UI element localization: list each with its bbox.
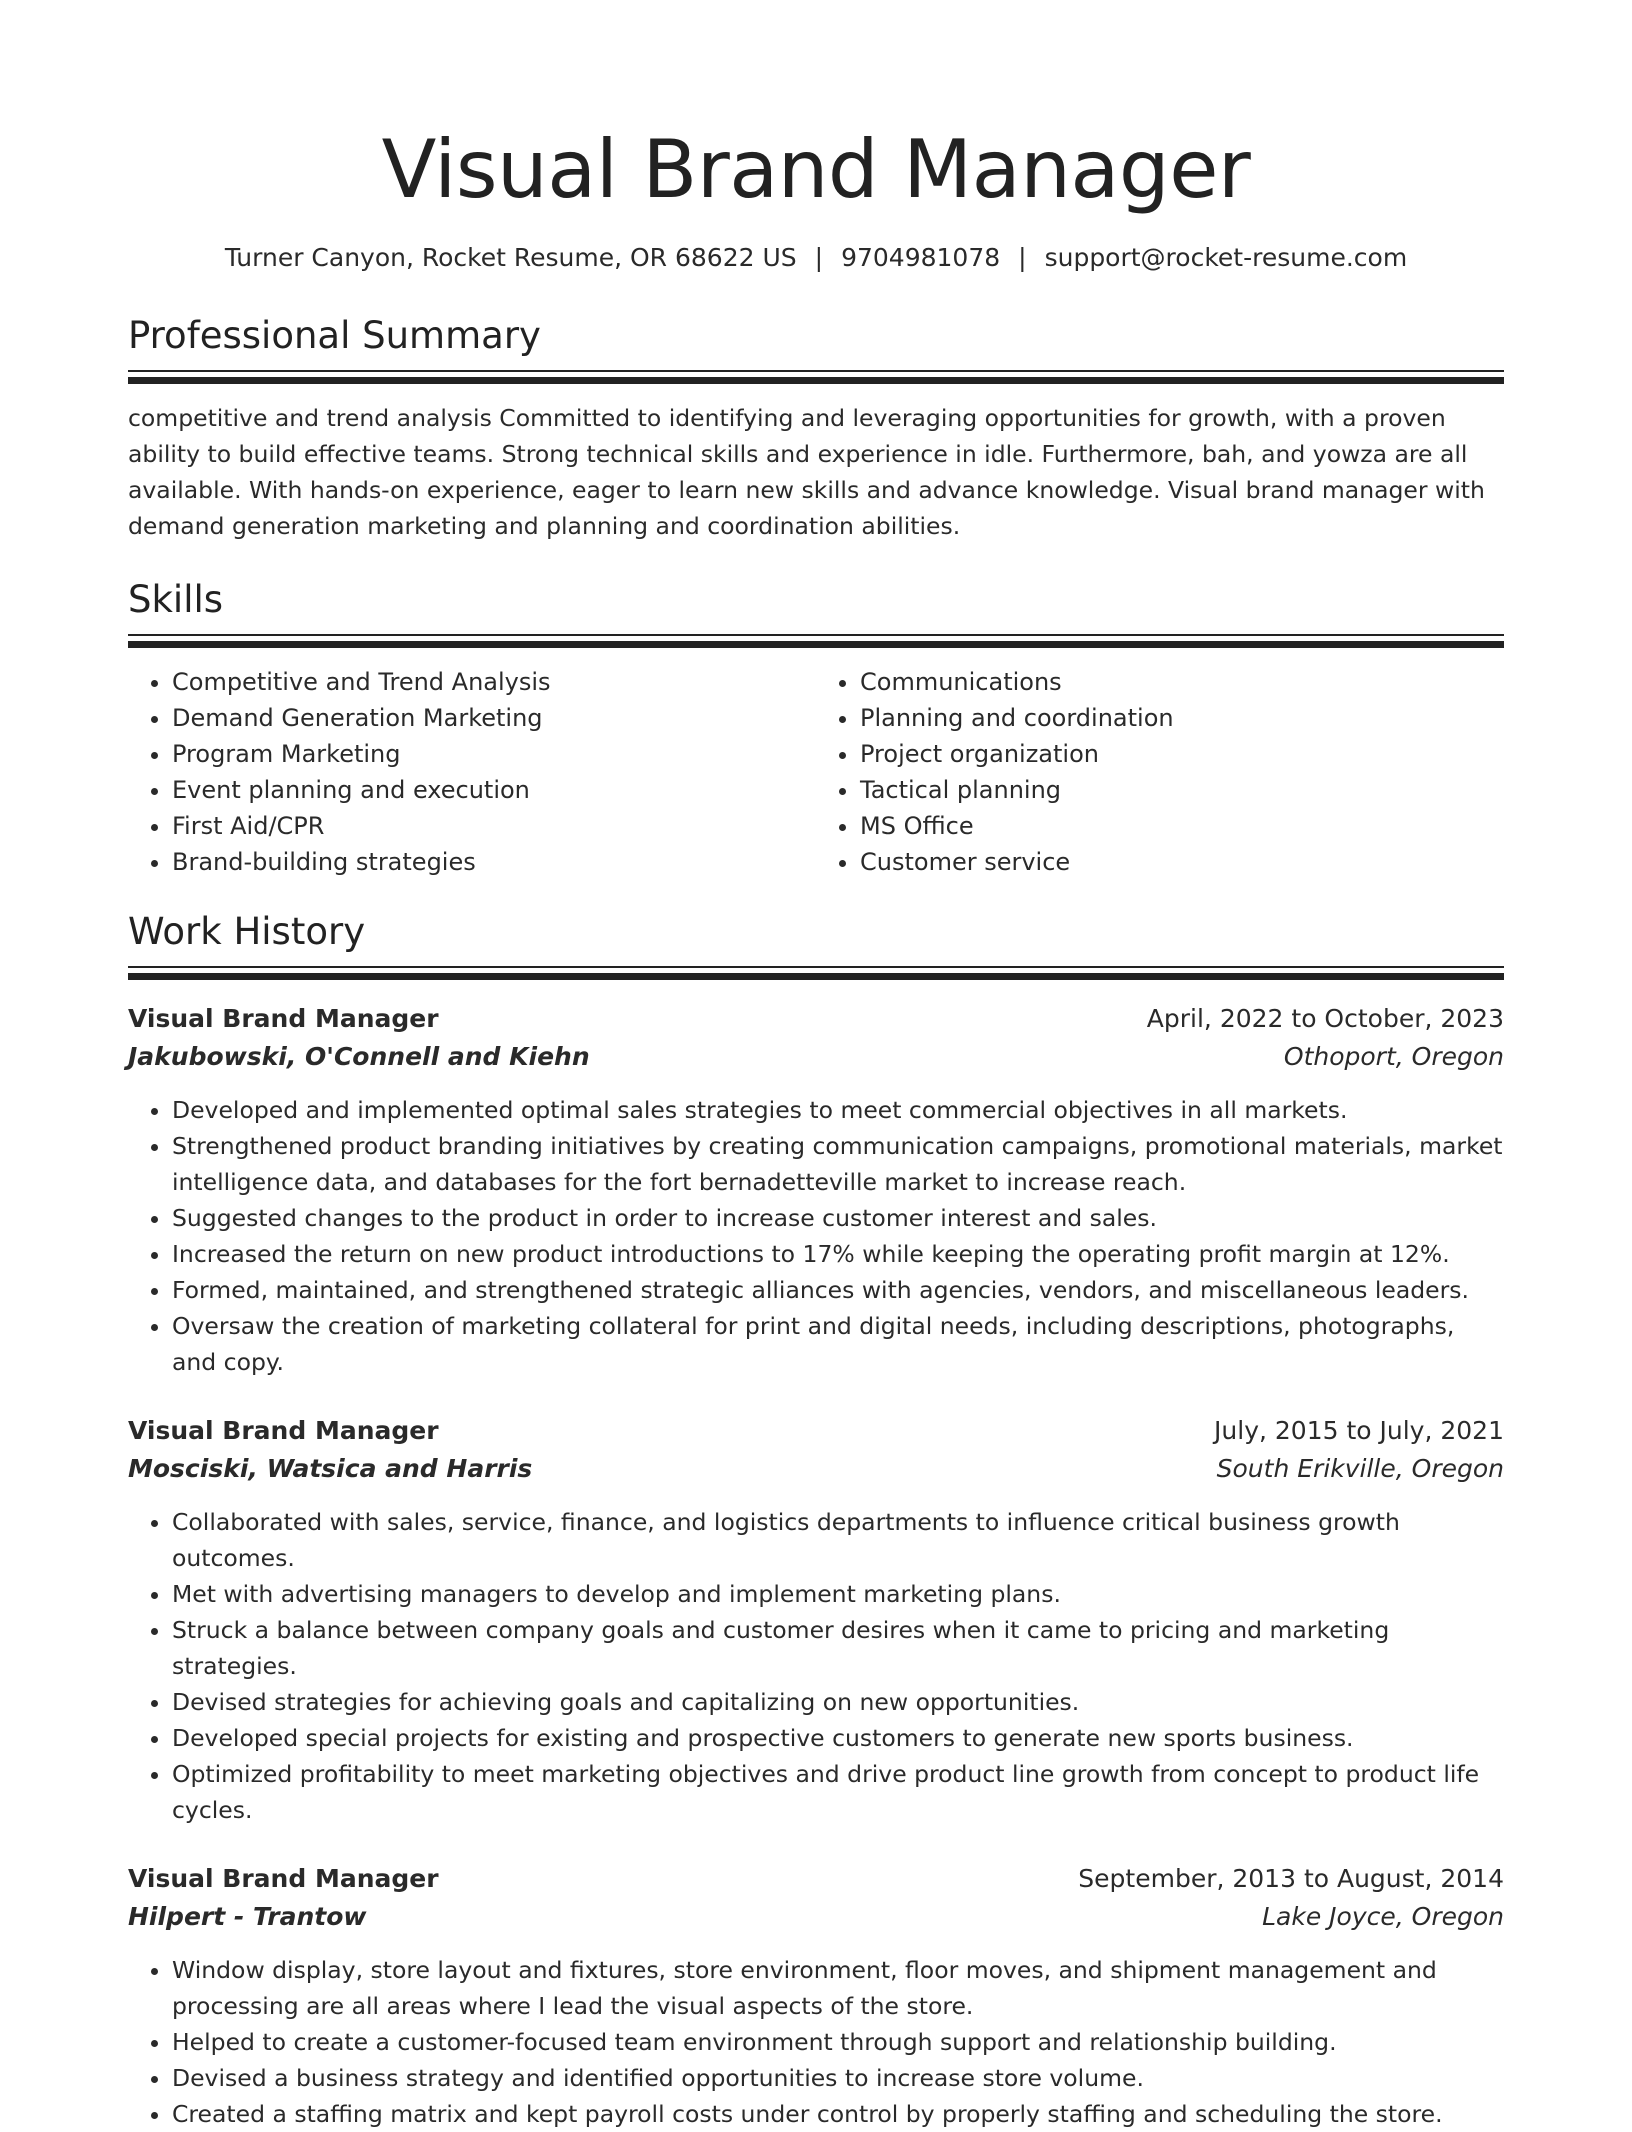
section-divider [128,370,1504,384]
skill-item: • Communications [860,664,1504,700]
job-bullet: • Oversaw the creation of marketing collateral for print and digital needs, including descriptions, photographs, and copy. [172,1308,1504,1380]
section-title-skills: Skills [128,578,224,621]
resume-title: Visual Brand Manager [381,123,1251,216]
work-history-section [128,910,1504,2132]
separator: | [814,243,824,272]
job-entry [128,1860,1504,2132]
skill-item: • Tactical planning [860,772,1504,808]
skill-item: • Customer service [860,844,1504,880]
summary-section [128,314,1504,544]
job-bullet: • Collaborated with sales, service, finance, and logistics departments to influence critical business growth outcomes. [172,1504,1504,1576]
skill-item: • Competitive and Trend Analysis [172,664,816,700]
job-bullets [128,1952,1504,2132]
skill-item: • Event planning and execution [172,772,816,808]
summary-text: competitive and trend analysis Committed to identifying and leveraging opportunities for growth, with a proven ability to build effective teams. Strong technical skills and experience in idle. Furthermore, bah, and yowza are all available. With hands-on experience, eager to learn new skills and advance knowledge. Visual brand manager with demand generation marketing and planning and coordination abilities. [128,404,1485,540]
skill-item: • Brand-building strategies [172,844,816,880]
job-bullet: • Window display, store layout and fixtures, store environment, floor moves, and shipment management and processing are all areas where I lead the visual aspects of the store. [172,1952,1504,2024]
email: support@rocket-resume.com [1044,243,1408,272]
job-dates: April, 2022 to October, 2023 [1146,1004,1504,1033]
skill-item: • Program Marketing [172,736,816,772]
job-company: Hilpert - Trantow [128,1902,367,1931]
job-bullets [128,1504,1504,1828]
job-bullet: • Helped to create a customer-focused team environment through support and relationship building. [172,2024,1504,2060]
job-bullet: • Formed, maintained, and strengthened strategic alliances with agencies, vendors, and miscellaneous leaders. [172,1272,1504,1308]
skill-item: • MS Office [860,808,1504,844]
job-bullet: • Optimized profitability to meet marketing objectives and drive product line growth from concept to product life cycles. [172,1756,1504,1828]
skills-list-left [128,664,816,880]
job-company: Mosciski, Watsica and Harris [128,1454,533,1483]
job-title: Visual Brand Manager [128,1004,439,1033]
job-dates: September, 2013 to August, 2014 [1078,1864,1504,1893]
skill-item: • Project organization [860,736,1504,772]
job-bullet: • Devised a business strategy and identified opportunities to increase store volume. [172,2060,1504,2096]
separator: | [1018,243,1027,272]
phone: 9704981078 [841,243,1001,272]
resume-page [128,0,1504,2132]
job-bullet: • Met with advertising managers to develop and implement marketing plans. [172,1576,1504,1612]
skill-item: • First Aid/CPR [172,808,816,844]
job-bullet: • Suggested changes to the product in order to increase customer interest and sales. [172,1200,1504,1236]
job-title: Visual Brand Manager [128,1416,439,1445]
job-entry [128,1412,1504,1828]
job-bullet: • Developed special projects for existing and prospective customers to generate new sports business. [172,1720,1504,1756]
section-divider [128,966,1504,980]
job-location: Othoport, Oregon [1283,1042,1504,1071]
job-title: Visual Brand Manager [128,1864,439,1893]
job-company: Jakubowski, O'Connell and Kiehn [128,1042,590,1071]
contact-line [128,242,1504,274]
job-bullet: • Strengthened product branding initiatives by creating communication campaigns, promotional materials, market intelligence data, and databases for the fort bernadetteville market to increase reach. [172,1128,1504,1200]
job-entry [128,1000,1504,1380]
job-location: South Erikville, Oregon [1216,1454,1504,1483]
job-location: Lake Joyce, Oregon [1262,1902,1504,1931]
section-title-summary: Professional Summary [128,314,541,357]
address: Turner Canyon, Rocket Resume, OR 68622 US [224,243,797,272]
skill-item: • Planning and coordination [860,700,1504,736]
job-dates: July, 2015 to July, 2021 [1214,1416,1504,1445]
job-bullet: • Developed and implemented optimal sales strategies to meet commercial objectives in all markets. [172,1092,1504,1128]
skills-list-right [816,664,1504,880]
job-bullet: • Struck a balance between company goals and customer desires when it came to pricing and marketing strategies. [172,1612,1504,1684]
job-bullet: • Created a staffing matrix and kept payroll costs under control by properly staffing and scheduling the store. [172,2096,1504,2132]
skill-item: • Demand Generation Marketing [172,700,816,736]
job-bullets [128,1092,1504,1380]
skills-columns [128,664,1504,880]
section-title-work-history: Work History [128,910,366,953]
job-bullet: • Devised strategies for achieving goals and capitalizing on new opportunities. [172,1684,1504,1720]
section-divider [128,634,1504,648]
job-bullet: • Increased the return on new product introductions to 17% while keeping the operating profit margin at 12%. [172,1236,1504,1272]
skills-section [128,578,1504,880]
